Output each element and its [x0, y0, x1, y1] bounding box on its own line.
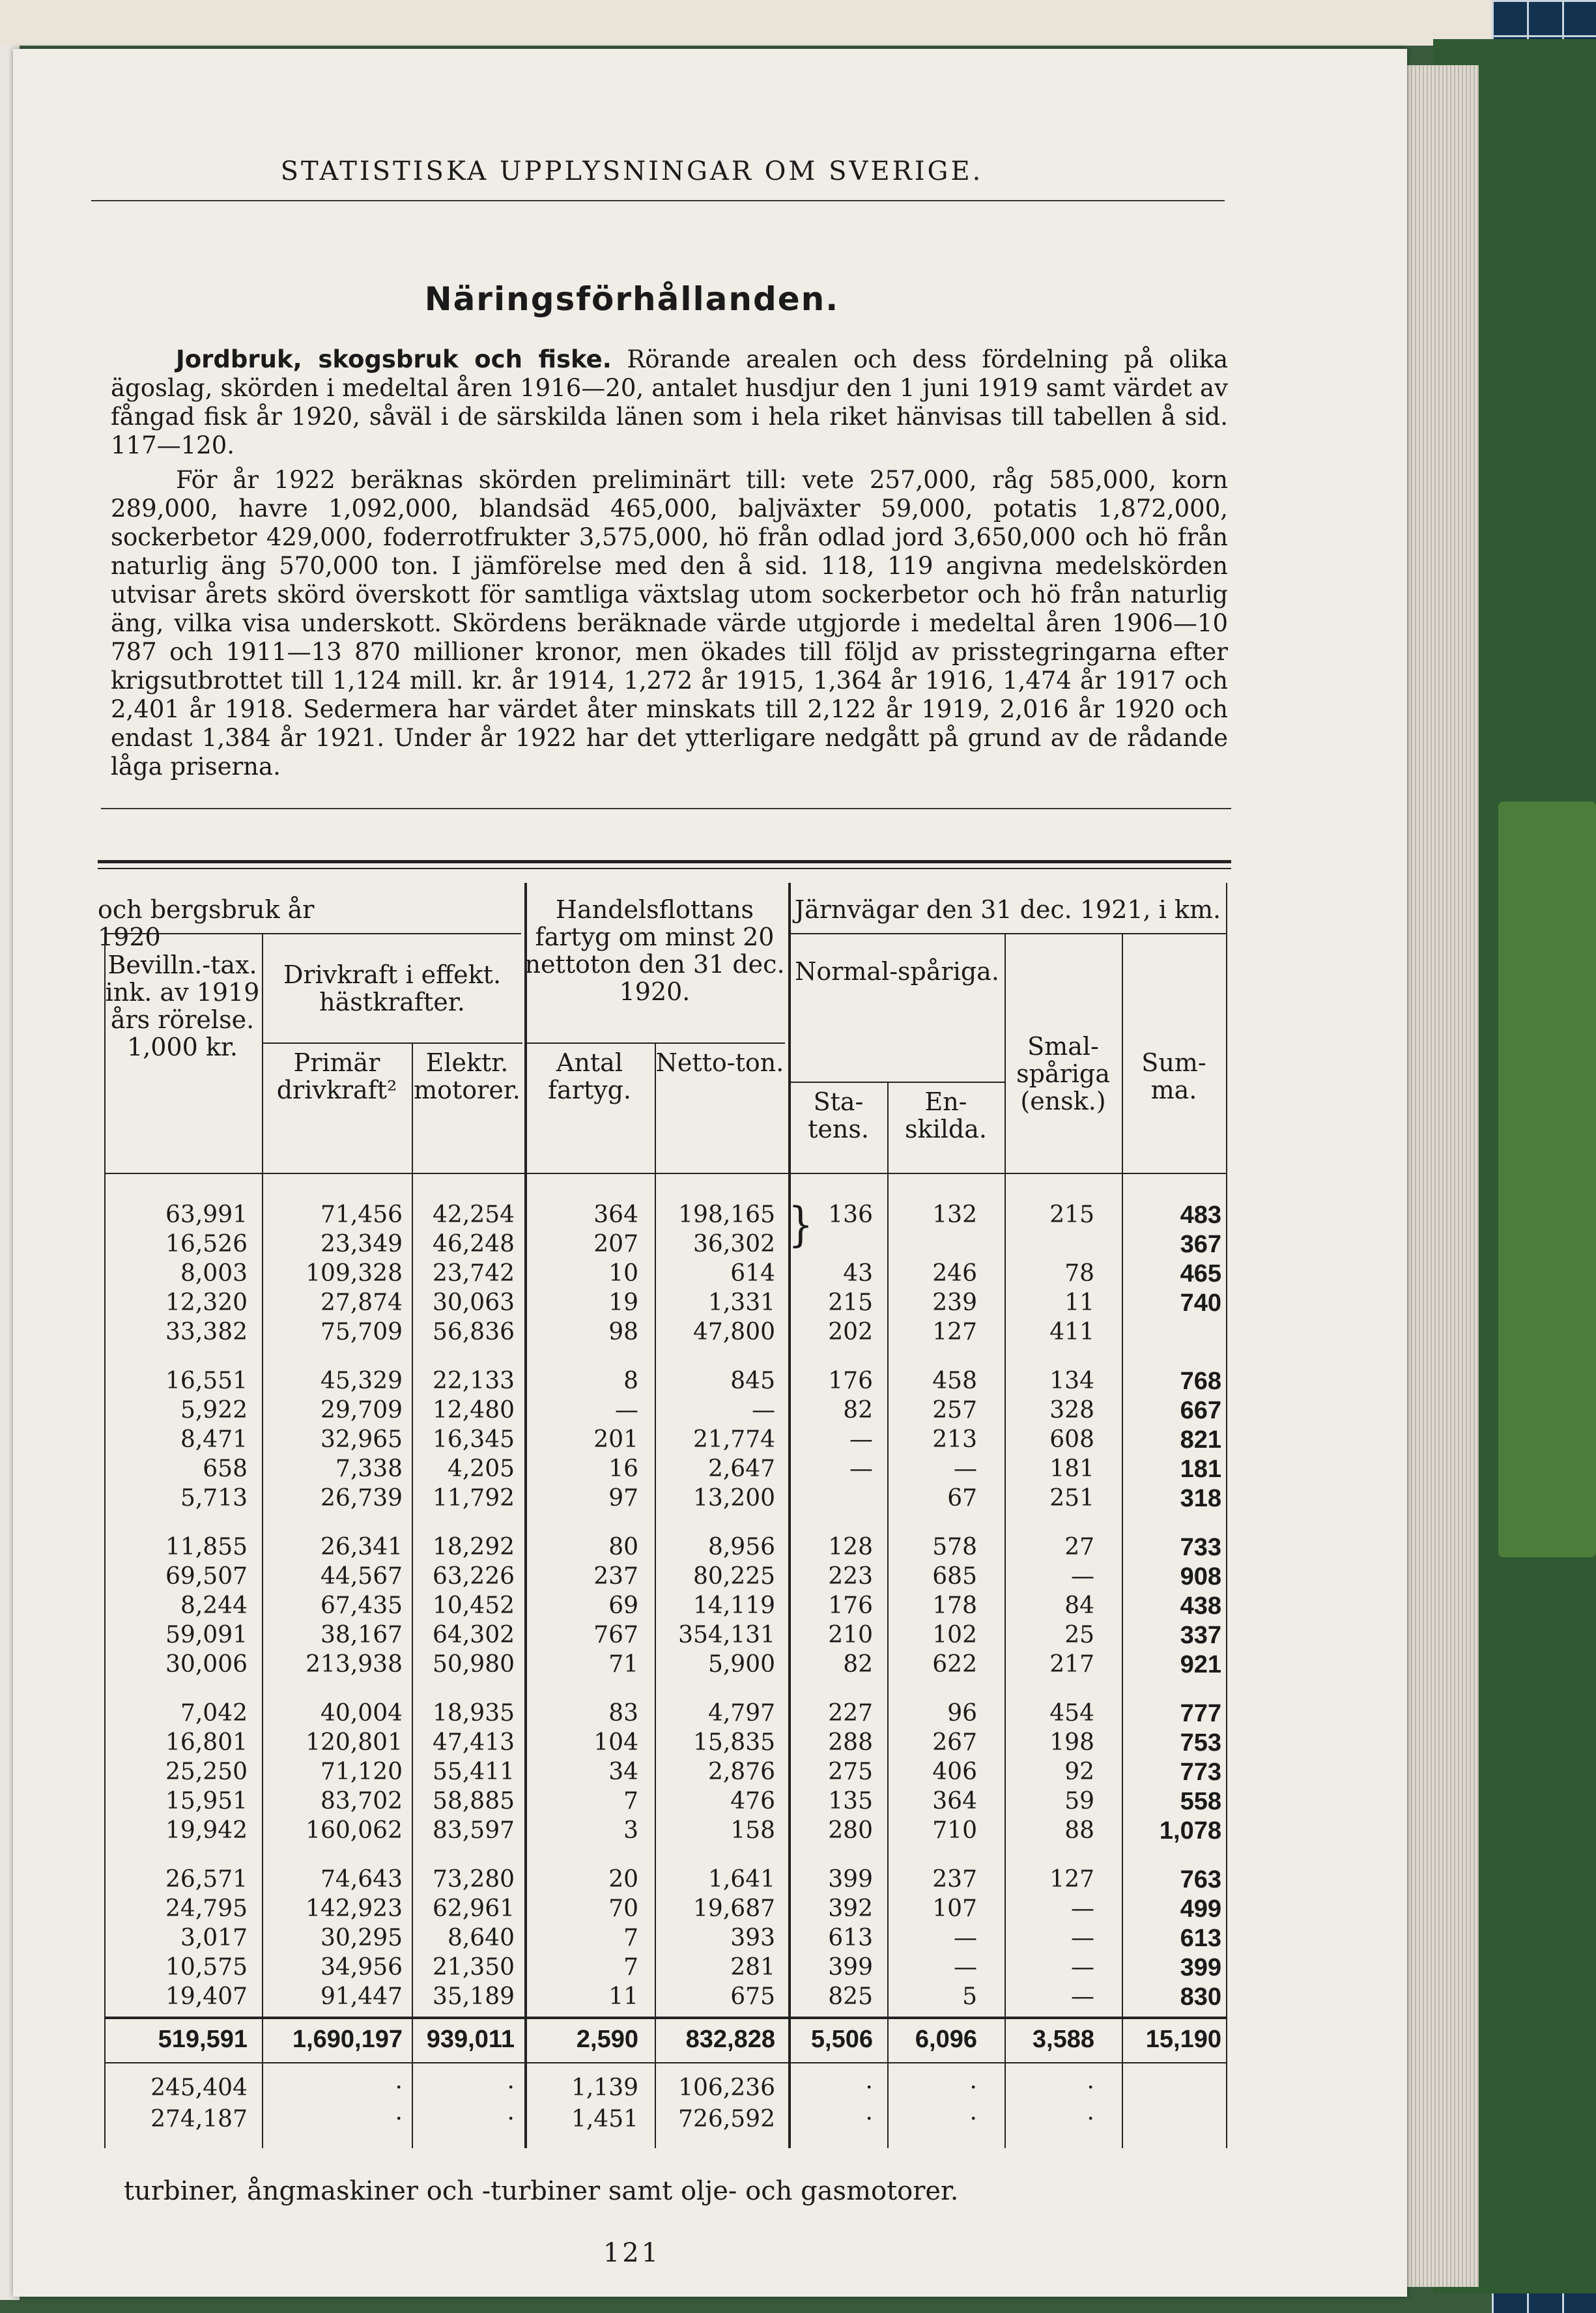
table-cell: 135 — [828, 1788, 873, 1815]
table-cell: 821 — [1180, 1426, 1221, 1454]
table-cell: 19 — [608, 1289, 638, 1316]
table-cell: 69,507 — [165, 1563, 248, 1590]
table-cell: 127 — [932, 1319, 977, 1345]
table-cell: 275 — [828, 1759, 873, 1785]
header-tax: Bevilln.-tax. ink. av 1919 års rörelse. 1,000 kr. — [105, 951, 260, 1061]
table-cell: 476 — [730, 1788, 775, 1815]
table-cell: 12,480 — [433, 1397, 515, 1424]
table-cell: 239 — [932, 1289, 977, 1316]
table-cell: 91,447 — [321, 1983, 403, 2010]
table-cell: 16,801 — [165, 1729, 248, 1756]
table-cell: 82 — [843, 1397, 873, 1424]
table-cell: 176 — [828, 1368, 873, 1394]
header-primary: Primär drivkraft² — [276, 1048, 397, 1104]
table-cell: 558 — [1180, 1788, 1221, 1815]
table-cell: 80,225 — [693, 1563, 775, 1590]
table-cell: — — [1071, 1925, 1094, 1951]
table-cell: 83 — [608, 1700, 638, 1727]
table-cell: 825 — [828, 1983, 873, 2010]
total-cell: 1,690,197 — [292, 2026, 403, 2053]
table-cell: 27 — [1064, 1534, 1094, 1560]
table-cell: 8,471 — [180, 1426, 248, 1453]
table-cell: 83,597 — [433, 1817, 515, 1844]
table-cell: 26,571 — [165, 1866, 248, 1893]
col-rule-2 — [412, 1042, 413, 2148]
table-cell: 102 — [932, 1622, 977, 1648]
table-cell: 15,951 — [165, 1788, 248, 1815]
table-cell: 104 — [593, 1729, 638, 1756]
table-cell: 845 — [730, 1368, 775, 1394]
table-cell: 280 — [828, 1817, 873, 1844]
table-cell: 7 — [623, 1925, 638, 1951]
table-cell: 16,345 — [433, 1426, 515, 1453]
table-cell: 5,713 — [180, 1485, 248, 1512]
extra-cell: 274,187 — [150, 2106, 248, 2133]
extra-cell: · — [507, 2075, 515, 2101]
table-cell: 223 — [828, 1563, 873, 1590]
table-cell: 458 — [932, 1368, 977, 1394]
table-cell: 11,792 — [433, 1485, 515, 1512]
table-cell: — — [615, 1397, 638, 1424]
table-cell: 176 — [828, 1592, 873, 1619]
paragraph-1 — [111, 345, 1228, 460]
header-rule-industry — [104, 933, 521, 934]
extra-cell: 726,592 — [678, 2106, 775, 2133]
table-cell: 120,801 — [306, 1729, 403, 1756]
header-state: Sta-tens. — [808, 1087, 869, 1143]
table-cell: 24,795 — [165, 1895, 248, 1922]
header-rail-group: Järnvägar den 31 dec. 1921, i km. — [794, 895, 1221, 924]
header-ships: Antal fartyg. — [547, 1048, 632, 1104]
table-cell: 483 — [1180, 1201, 1221, 1229]
table-cell: 33,382 — [165, 1319, 248, 1345]
table-cell: 34 — [608, 1759, 638, 1785]
table-cell: 399 — [828, 1954, 873, 1981]
table-cell: 35,189 — [433, 1983, 515, 2010]
brace-symbol: } — [788, 1198, 814, 1252]
table-cell: 237 — [593, 1563, 638, 1590]
table-cell: 578 — [932, 1534, 977, 1560]
table-cell: 34,956 — [321, 1954, 403, 1981]
table-cell: 8,640 — [447, 1925, 515, 1951]
header-narrow: Smal-spåriga (ensk.) — [1016, 1032, 1110, 1115]
page-number: 121 — [603, 2238, 661, 2268]
table-cell: 210 — [828, 1622, 873, 1648]
table-cell: 59 — [1064, 1788, 1094, 1815]
table-cell: 30,063 — [433, 1289, 515, 1316]
table-cell: 16,526 — [165, 1231, 248, 1257]
table-cell: 47,800 — [693, 1319, 775, 1345]
table-cell: 608 — [1049, 1426, 1094, 1453]
header-private: En-skilda. — [905, 1087, 987, 1143]
paragraph-1-text: Rörande arealen och dess fördelning på olika ägoslag, skörden i medeltal åren 1916—20, antalet husdjur den 1 juni 1919 samt värdet av fångad fisk år 1920, såväl i de särskilda länen som i hela riket hänvisas till tabellen å sid. 117—120. — [111, 345, 1228, 459]
extra-cell: · — [969, 2075, 977, 2101]
table-cell: 454 — [1049, 1700, 1094, 1727]
table-cell: 181 — [1049, 1456, 1094, 1482]
table-cell: 1,331 — [707, 1289, 775, 1316]
table-cell: 58,885 — [433, 1788, 515, 1815]
table-cell: 92 — [1064, 1759, 1094, 1785]
table-cell: 127 — [1049, 1866, 1094, 1893]
table-cell: 7 — [623, 1954, 638, 1981]
table-cell: 2,876 — [707, 1759, 775, 1785]
extra-cell: · — [507, 2106, 515, 2133]
table-cell: 763 — [1180, 1866, 1221, 1893]
table-cell: 38,167 — [321, 1622, 403, 1648]
table-cell: 30,006 — [165, 1651, 248, 1678]
table-cell: 328 — [1049, 1397, 1094, 1424]
table-cell: 337 — [1180, 1622, 1221, 1649]
table-cell: 622 — [932, 1651, 977, 1678]
table-cell: 30,295 — [321, 1925, 403, 1951]
col-rule-3 — [524, 883, 527, 2148]
header-industry-group: och bergsbruk år 1920 — [98, 895, 315, 951]
table-cell: 7,338 — [335, 1456, 403, 1482]
table-cell: 26,341 — [321, 1534, 403, 1560]
table-cell: 11 — [1064, 1289, 1094, 1316]
header-normal-group: Normal-spåriga. — [795, 957, 999, 986]
table-cell: 1,641 — [707, 1866, 775, 1893]
table-cell: 740 — [1180, 1289, 1221, 1317]
table-cell: 21,774 — [693, 1426, 775, 1453]
table-cell: 685 — [932, 1563, 977, 1590]
table-cell: 47,413 — [433, 1729, 515, 1756]
background-strip — [0, 0, 1498, 46]
table-top-rule-2 — [98, 868, 1231, 869]
table-cell: 20 — [608, 1866, 638, 1893]
table-cell: 158 — [730, 1817, 775, 1844]
table-cell: 5,922 — [180, 1397, 248, 1424]
table-cell: 84 — [1064, 1592, 1094, 1619]
table-cell: 213,938 — [306, 1651, 403, 1678]
table-cell: 142,923 — [306, 1895, 403, 1922]
table-cell: 438 — [1180, 1592, 1221, 1620]
table-cell: 3,017 — [180, 1925, 248, 1951]
table-cell: 25 — [1064, 1622, 1094, 1648]
extra-cell: 106,236 — [678, 2075, 775, 2101]
table-cell: 753 — [1180, 1729, 1221, 1757]
table-cell: 44,567 — [321, 1563, 403, 1590]
table-cell: — — [849, 1456, 873, 1482]
table-cell: 107 — [932, 1895, 977, 1922]
table-cell: 62,961 — [433, 1895, 515, 1922]
table-cell: 465 — [1180, 1260, 1221, 1287]
table-cell: 36,302 — [693, 1231, 775, 1257]
extra-cell: · — [1087, 2075, 1094, 2101]
col-rule-6 — [887, 1082, 889, 2148]
table-cell: 7,042 — [180, 1700, 248, 1727]
footnote: turbiner, ångmaskiner och -turbiner samt olje- och gasmotorer. — [124, 2176, 959, 2206]
table-cell: — — [752, 1397, 775, 1424]
table-cell: 18,935 — [433, 1700, 515, 1727]
table-cell: 75,709 — [321, 1319, 403, 1345]
table-cell: 710 — [932, 1817, 977, 1844]
table-cell: 399 — [828, 1866, 873, 1893]
table-cell: 399 — [1180, 1954, 1221, 1981]
table-cell: 4,797 — [707, 1700, 775, 1727]
paragraph-2: För år 1922 beräknas skörden preliminärt till: vete 257,000, råg 585,000, korn 289,000, havre 1,092,000, blandsäd 465,000, baljväxter 59,000, potatis 1,872,000, sockerbetor 429,000, foderrotfrukter 3,575,000, hö från odlad jord 3,650,000 och hö från naturlig äng 570,000 ton. I jämförelse med den å sid. 118, 119 angivna medelskörden utvisar årets skörd överskott för samtliga växtslag utom sockerbetor och hö från naturlig äng, vilka visa underskott. Skördens beräknade värde utgjorde i medeltal åren 1906—10 787 och 1911—13 870 millioner kronor, men ökades till följd av prisstegringarna efter krigsutbrottet till 1,124 mill. kr. år 1914, 1,272 år 1915, 1,364 år 1916, 1,474 år 1917 och 2,401 år 1918. Sedermera har värdet åter minskats till 2,122 år 1919, 2,016 år 1920 och endast 1,384 år 1921. Under år 1922 har det ytterligare nedgått på grund av de rådande låga priserna. — [111, 466, 1228, 781]
table-cell: 132 — [932, 1201, 977, 1228]
table-cell: 202 — [828, 1319, 873, 1345]
header-rule-normal — [790, 1082, 1005, 1083]
table-cell: 667 — [1180, 1397, 1221, 1424]
table-cell: 71,120 — [321, 1759, 403, 1785]
table-cell: 367 — [1180, 1231, 1221, 1258]
table-cell: 23,349 — [321, 1231, 403, 1257]
header-bottom-rule — [104, 1173, 1226, 1174]
table-cell: 80 — [608, 1534, 638, 1560]
table-cell: 19,687 — [693, 1895, 775, 1922]
table-cell: 777 — [1180, 1700, 1221, 1727]
table-cell: 288 — [828, 1729, 873, 1756]
table-cell: 19,407 — [165, 1983, 248, 2010]
table-cell: 908 — [1180, 1563, 1221, 1590]
table-cell: 198,165 — [678, 1201, 775, 1228]
table-cell: 921 — [1180, 1651, 1221, 1678]
table-cell: 613 — [1180, 1925, 1221, 1952]
table-cell: 237 — [932, 1866, 977, 1893]
running-head: STATISTISKA UPPLYSNINGAR OM SVERIGE. — [280, 156, 984, 186]
book-band — [1498, 801, 1596, 1557]
table-cell: 73,280 — [433, 1866, 515, 1893]
table-cell: 29,709 — [321, 1397, 403, 1424]
table-cell: — — [1071, 1895, 1094, 1922]
page-stack-edge — [1401, 65, 1479, 2287]
table-cell: 411 — [1049, 1319, 1094, 1345]
table-cell: 160,062 — [306, 1817, 403, 1844]
table-cell: 63,226 — [433, 1563, 515, 1590]
col-rule-5 — [788, 883, 791, 2148]
table-cell: 393 — [730, 1925, 775, 1951]
table-cell: 67 — [947, 1485, 977, 1512]
extra-cell: · — [395, 2106, 403, 2133]
table-cell: 1,078 — [1159, 1817, 1221, 1845]
col-rule-0 — [104, 933, 106, 2148]
table-cell: 499 — [1180, 1895, 1221, 1923]
table-cell: 215 — [828, 1289, 873, 1316]
table-cell: 74,643 — [321, 1866, 403, 1893]
table-cell: 134 — [1049, 1368, 1094, 1394]
extra-cell: · — [865, 2106, 873, 2133]
total-cell: 6,096 — [915, 2026, 977, 2053]
table-cell: — — [1071, 1954, 1094, 1981]
table-cell: 16,551 — [165, 1368, 248, 1394]
table-cell: 96 — [947, 1700, 977, 1727]
table-cell: 364 — [932, 1788, 977, 1815]
table-cell: 267 — [932, 1729, 977, 1756]
total-cell: 2,590 — [576, 2026, 638, 2053]
table-cell: 23,742 — [433, 1260, 515, 1287]
table-cell: 67,435 — [321, 1592, 403, 1619]
header-rule-power — [262, 1042, 522, 1044]
table-cell: 14,119 — [693, 1592, 775, 1619]
table-cell: 5 — [962, 1983, 977, 2010]
table-cell: 109,328 — [306, 1260, 403, 1287]
table-cell: 257 — [932, 1397, 977, 1424]
table-cell: 10,452 — [433, 1592, 515, 1619]
table-cell: 10 — [608, 1260, 638, 1287]
extra-cell: 1,451 — [571, 2106, 638, 2133]
table-cell: 22,133 — [433, 1368, 515, 1394]
book-page — [13, 49, 1407, 2297]
table-cell: 8,003 — [180, 1260, 248, 1287]
table-cell: 64,302 — [433, 1622, 515, 1648]
table-cell: 18,292 — [433, 1534, 515, 1560]
header-sum: Sum-ma. — [1141, 1048, 1206, 1104]
table-cell: 201 — [593, 1426, 638, 1453]
table-cell: 11,855 — [165, 1534, 248, 1560]
paragraph-lead: Jordbruk, skogsbruk och fiske. — [176, 345, 612, 373]
table-cell: 2,647 — [707, 1456, 775, 1482]
table-cell: — — [1071, 1563, 1094, 1590]
extra-cell: 245,404 — [150, 2075, 248, 2101]
table-cell: — — [1071, 1983, 1094, 2010]
totals-top-rule — [104, 2017, 1226, 2019]
table-cell: 215 — [1049, 1201, 1094, 1228]
table-cell: 63,991 — [165, 1201, 248, 1228]
header-tons: Netto-ton. — [655, 1048, 784, 1077]
table-cell: 658 — [203, 1456, 248, 1482]
col-rule-4 — [655, 1042, 656, 2148]
table-cell: 40,004 — [321, 1700, 403, 1727]
table-cell: 8 — [623, 1368, 638, 1394]
table-cell: 42,254 — [433, 1201, 515, 1228]
table-cell: — — [954, 1456, 977, 1482]
table-cell: 675 — [730, 1983, 775, 2010]
table-cell: 88 — [1064, 1817, 1094, 1844]
table-cell: 406 — [932, 1759, 977, 1785]
table-cell: 227 — [828, 1700, 873, 1727]
table-cell: 55,411 — [433, 1759, 515, 1785]
totals-bottom-rule — [104, 2062, 1226, 2063]
table-cell: 136 — [828, 1201, 873, 1228]
col-rule-9 — [1226, 883, 1227, 2148]
table-cell: 71,456 — [321, 1201, 403, 1228]
extra-cell: · — [969, 2106, 977, 2133]
total-cell: 15,190 — [1145, 2026, 1221, 2053]
extra-cell: · — [395, 2075, 403, 2101]
table-cell: 50,980 — [433, 1651, 515, 1678]
table-cell: 46,248 — [433, 1231, 515, 1257]
table-cell: 27,874 — [321, 1289, 403, 1316]
table-cell: 613 — [828, 1925, 873, 1951]
table-cell: 21,350 — [433, 1954, 515, 1981]
table-cell: 246 — [932, 1260, 977, 1287]
table-cell: 70 — [608, 1895, 638, 1922]
table-cell: 128 — [828, 1534, 873, 1560]
table-cell: 5,900 — [707, 1651, 775, 1678]
table-cell: 25,250 — [165, 1759, 248, 1785]
table-cell: 78 — [1064, 1260, 1094, 1287]
total-cell: 519,591 — [158, 2026, 248, 2053]
section-title: Näringsförhållanden. — [424, 280, 840, 318]
col-rule-1 — [262, 933, 263, 2148]
header-rule — [91, 200, 1225, 201]
table-cell: 733 — [1180, 1534, 1221, 1561]
table-cell: 59,091 — [165, 1622, 248, 1648]
header-power-group: Drivkraft i effekt. hästkrafter. — [283, 960, 502, 1016]
header-electric: Elektr. motorer. — [414, 1048, 520, 1104]
table-cell: 10,575 — [165, 1954, 248, 1981]
table-top-rule — [98, 860, 1231, 863]
table-cell: — — [954, 1925, 977, 1951]
table-cell: 198 — [1049, 1729, 1094, 1756]
table-cell: 8,956 — [707, 1534, 775, 1560]
table-cell: 26,739 — [321, 1485, 403, 1512]
table-cell: 364 — [593, 1201, 638, 1228]
table-cell: 97 — [608, 1485, 638, 1512]
table-cell: 4,205 — [447, 1456, 515, 1482]
table-cell: 354,131 — [678, 1622, 775, 1648]
table-cell: 614 — [730, 1260, 775, 1287]
extra-cell: 1,139 — [571, 2075, 638, 2101]
table-cell: 82 — [843, 1651, 873, 1678]
header-fleet-group: Handelsflottans fartyg om minst 20 nettoton den 31 dec. 1920. — [524, 895, 785, 1006]
table-cell: 98 — [608, 1319, 638, 1345]
table-cell: 45,329 — [321, 1368, 403, 1394]
table-cell: 8,244 — [180, 1592, 248, 1619]
table-cell: 392 — [828, 1895, 873, 1922]
table-cell: 213 — [932, 1426, 977, 1453]
table-cell: 181 — [1180, 1456, 1221, 1483]
table-cell: 773 — [1180, 1759, 1221, 1786]
table-cell: 69 — [608, 1592, 638, 1619]
table-cell: 207 — [593, 1231, 638, 1257]
table-cell: 767 — [593, 1622, 638, 1648]
col-rule-8 — [1122, 933, 1123, 2148]
table-cell: 830 — [1180, 1983, 1221, 2011]
table-cell: 19,942 — [165, 1817, 248, 1844]
total-cell: 3,588 — [1032, 2026, 1094, 2053]
extra-cell: · — [1087, 2106, 1094, 2133]
extra-cell: · — [865, 2075, 873, 2101]
col-rule-7 — [1005, 933, 1006, 2148]
table-cell: 15,835 — [693, 1729, 775, 1756]
table-cell: 56,836 — [433, 1319, 515, 1345]
table-cell: 16 — [608, 1456, 638, 1482]
table-cell: 13,200 — [693, 1485, 775, 1512]
table-cell: 217 — [1049, 1651, 1094, 1678]
table-cell: 7 — [623, 1788, 638, 1815]
table-cell: 43 — [843, 1260, 873, 1287]
table-cell: 251 — [1049, 1485, 1094, 1512]
table-cell: — — [849, 1426, 873, 1453]
table-cell: 768 — [1180, 1368, 1221, 1395]
header-rule-rail — [790, 933, 1226, 934]
table-cell: 3 — [623, 1817, 638, 1844]
table-cell: 71 — [608, 1651, 638, 1678]
table-cell: 318 — [1180, 1485, 1221, 1512]
total-cell: 832,828 — [685, 2026, 775, 2053]
table-cell: 32,965 — [321, 1426, 403, 1453]
table-cell: — — [954, 1954, 977, 1981]
total-cell: 939,011 — [426, 2026, 515, 2053]
table-cell: 83,702 — [321, 1788, 403, 1815]
table-cell: 178 — [932, 1592, 977, 1619]
table-cell: 12,320 — [165, 1289, 248, 1316]
total-cell: 5,506 — [810, 2026, 873, 2053]
table-cell: 281 — [730, 1954, 775, 1981]
section-rule — [101, 808, 1231, 809]
table-cell: 11 — [608, 1983, 638, 2010]
